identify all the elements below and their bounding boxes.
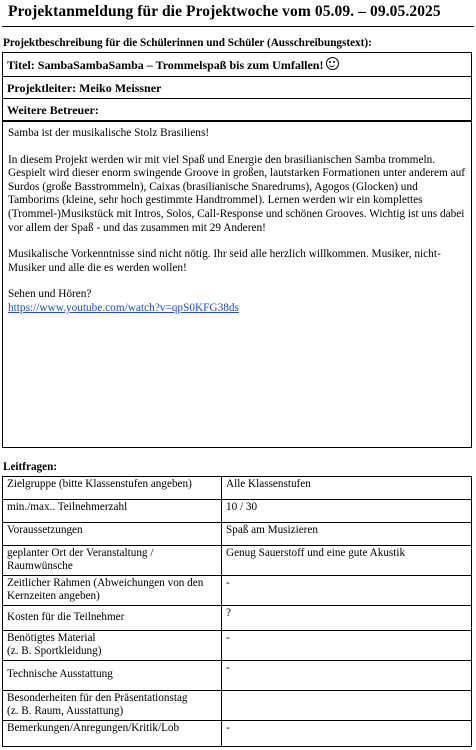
answer-cell	[222, 691, 472, 721]
question-cell: Bemerkungen/Anregungen/Kritik/Lob	[3, 721, 222, 747]
question-cell: Technische Ausstattung	[3, 661, 222, 691]
question-cell: Voraussetzungen	[3, 523, 222, 546]
description-paragraph-4: Sehen und Hören?	[8, 288, 92, 301]
leitfragen-table	[2, 476, 472, 747]
project-leader-row	[3, 77, 471, 99]
description-paragraph-1: Samba ist der musikalische Stolz Brasiliens!	[8, 127, 210, 139]
table-row	[3, 721, 472, 747]
question-cell: Benötigtes Material (z. B. Sportkleidung)	[3, 631, 222, 661]
other-supervisors-row	[3, 99, 471, 121]
project-title: Titel: SambaSambaSamba – Trommelspaß bis zum Umfallen!	[7, 58, 324, 72]
description-paragraph-2: In diesem Projekt werden wir mit viel Spaß und Energie den brasilianischen Samba trommeln. Gespielt wird dieser enorm swingende Groove in großen, lautstarken Formationen unter anderem auf Surdos (große Basstrommeln), Caixas (brasilianische Snaredrums), Agogos (Glocken) und Tamborims (kleine, sehr hoch gestimmte Handtrommel). Lernen werden wir ein komplettes (Trommel-)Musikstück mit Intros, Solos, Call-Response und schönen Grooves. Wichtig ist uns dabei vor allem der Spaß - und das zusammen mit 29 Anderen!	[8, 153, 466, 234]
question-cell: Zielgruppe (bitte Klassenstufen angeben)	[3, 477, 222, 500]
table-row	[3, 576, 472, 606]
answer-cell: Genug Sauerstoff und eine gute Akustik	[222, 546, 472, 576]
description-text	[3, 121, 471, 321]
project-title-row	[3, 53, 471, 77]
table-row	[3, 606, 472, 631]
title-divider	[2, 26, 474, 27]
smiley-icon	[326, 57, 339, 70]
table-row	[3, 691, 472, 721]
answer-cell: ?	[222, 606, 472, 631]
question-cell: Kosten für die Teilnehmer	[3, 606, 222, 631]
description-paragraph-3: Musikalische Vorkenntnisse sind nicht nötig. Ihr seid alle herzlich willkommen. Musiker, nicht-Musiker und alle die es werden wollen!	[8, 248, 441, 274]
question-cell: Besonderheiten für den Präsentationstag (z. B. Raum, Ausstattung)	[3, 691, 222, 721]
answer-cell: Spaß am Musizieren	[222, 523, 472, 546]
answer-cell: -	[222, 576, 472, 606]
answer-cell: 10 / 30	[222, 500, 472, 523]
answer-cell: -	[222, 631, 472, 661]
table-row	[3, 477, 472, 500]
description-section-label: Projektbeschreibung für die Schülerinnen und Schüler (Ausschreibungstext):	[3, 37, 372, 49]
project-leader: Projektleiter: Meiko Meissner	[7, 81, 162, 95]
page-title: Projektanmeldung für die Projektwoche vom 05.09. – 09.05.2025	[8, 3, 441, 20]
table-row	[3, 631, 472, 661]
table-row	[3, 661, 472, 691]
other-supervisors: Weitere Betreuer:	[7, 103, 99, 117]
question-cell: Zeitlicher Rahmen (Abweichungen von den Kernzeiten angeben)	[3, 576, 222, 606]
table-row	[3, 523, 472, 546]
table-row	[3, 546, 472, 576]
answer-cell: -	[222, 721, 472, 747]
leitfragen-label: Leitfragen:	[3, 461, 58, 473]
question-cell: min./max.. Teilnehmerzahl	[3, 500, 222, 523]
table-row	[3, 500, 472, 523]
question-cell: geplanter Ort der Veranstaltung / Raumwünsche	[3, 546, 222, 576]
answer-cell: Alle Klassenstufen	[222, 477, 472, 500]
youtube-link[interactable]: https://www.youtube.com/watch?v=qpS0KFG38ds	[8, 301, 239, 314]
description-box	[2, 52, 472, 448]
answer-cell: -	[222, 661, 472, 691]
